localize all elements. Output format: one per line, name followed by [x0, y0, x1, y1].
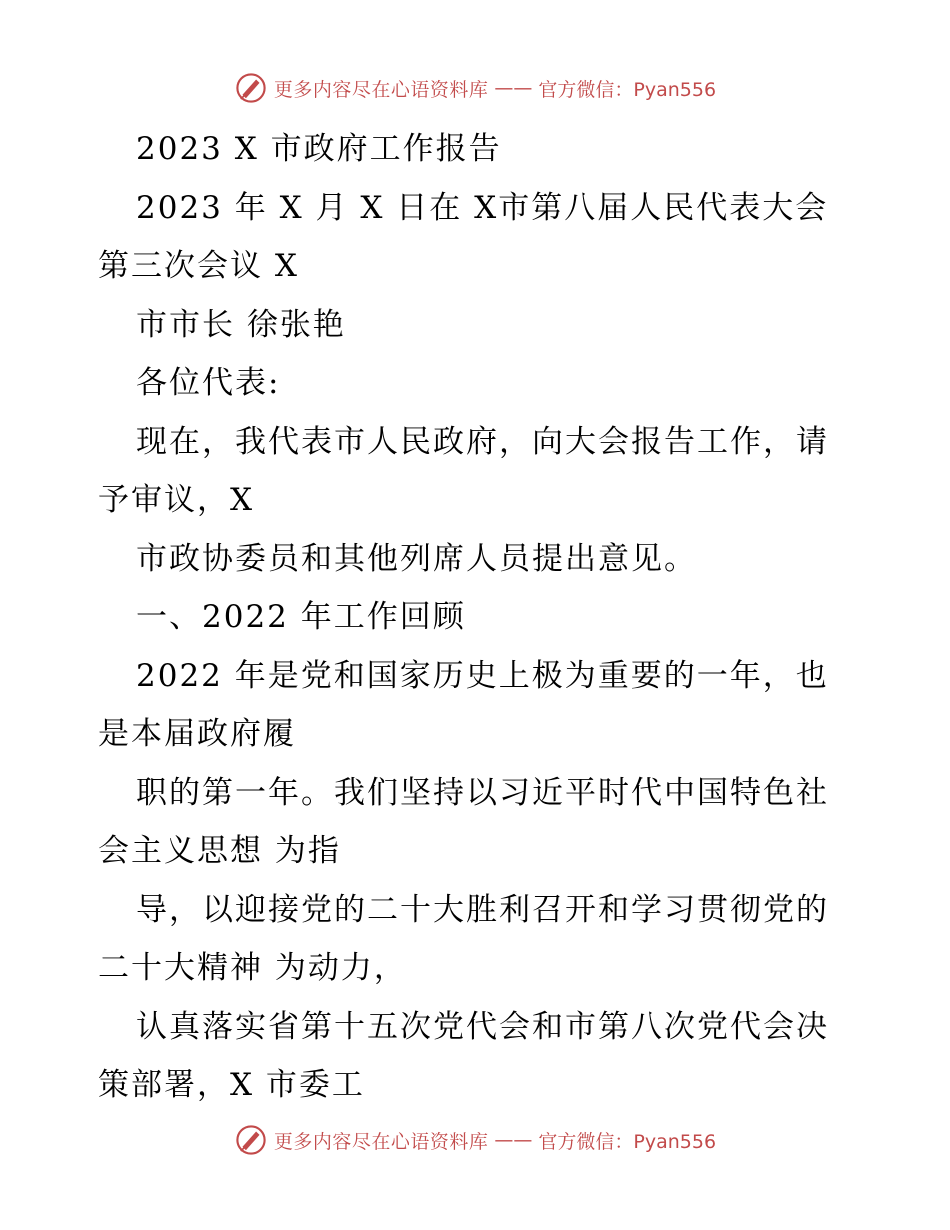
doc-title: 2023 X 市政府工作报告	[136, 131, 502, 167]
doc-line: 职的第一年。我们坚持以习近平时代中国特色社	[136, 774, 829, 811]
doc-line: 二十大精神 为动力，	[98, 950, 407, 986]
doc-line: 认真落实省第十五次党代会和市第八次党代会决	[136, 1008, 829, 1045]
banner-separator: ——	[494, 1129, 533, 1151]
doc-line: 导，以迎接党的二十大胜利召开和学习贯彻党的	[136, 891, 829, 928]
footer-banner	[0, 1120, 950, 1160]
banner-text: 更多内容尽在心语资料库	[273, 1130, 489, 1153]
doc-line: 各位代表:	[136, 365, 281, 401]
doc-line: 2022 年是党和国家历史上极为重要的一年，也	[136, 657, 829, 694]
doc-line: 是本届政府履	[98, 716, 296, 752]
header-banner	[0, 68, 950, 108]
banner-separator: ——	[494, 77, 533, 99]
doc-line: 策部署，X 市委工	[98, 1067, 365, 1103]
doc-line: 2023 年 X 月 X 日在 X市第八届人民代表大会	[136, 189, 829, 226]
pen-logo-icon	[234, 71, 268, 105]
document-body	[98, 120, 858, 1115]
banner-text: 更多内容尽在心语资料库	[273, 78, 489, 101]
banner-wechat: 官方微信：Pyan556	[538, 1130, 717, 1153]
doc-line: 市市长 徐张艳	[136, 306, 346, 343]
doc-line: 会主义思想 为指	[98, 833, 341, 869]
banner-wechat: 官方微信：Pyan556	[538, 78, 717, 101]
section-heading: 一、2022 年工作回顾	[136, 599, 466, 635]
doc-line: 第三次会议 X	[98, 248, 299, 284]
doc-line: 现在，我代表市人民政府，向大会报告工作，请	[136, 423, 829, 460]
doc-line: 予审议，X	[98, 482, 255, 518]
pen-logo-icon	[234, 1123, 268, 1157]
doc-line: 市政协委员和其他列席人员提出意见。	[136, 540, 697, 577]
